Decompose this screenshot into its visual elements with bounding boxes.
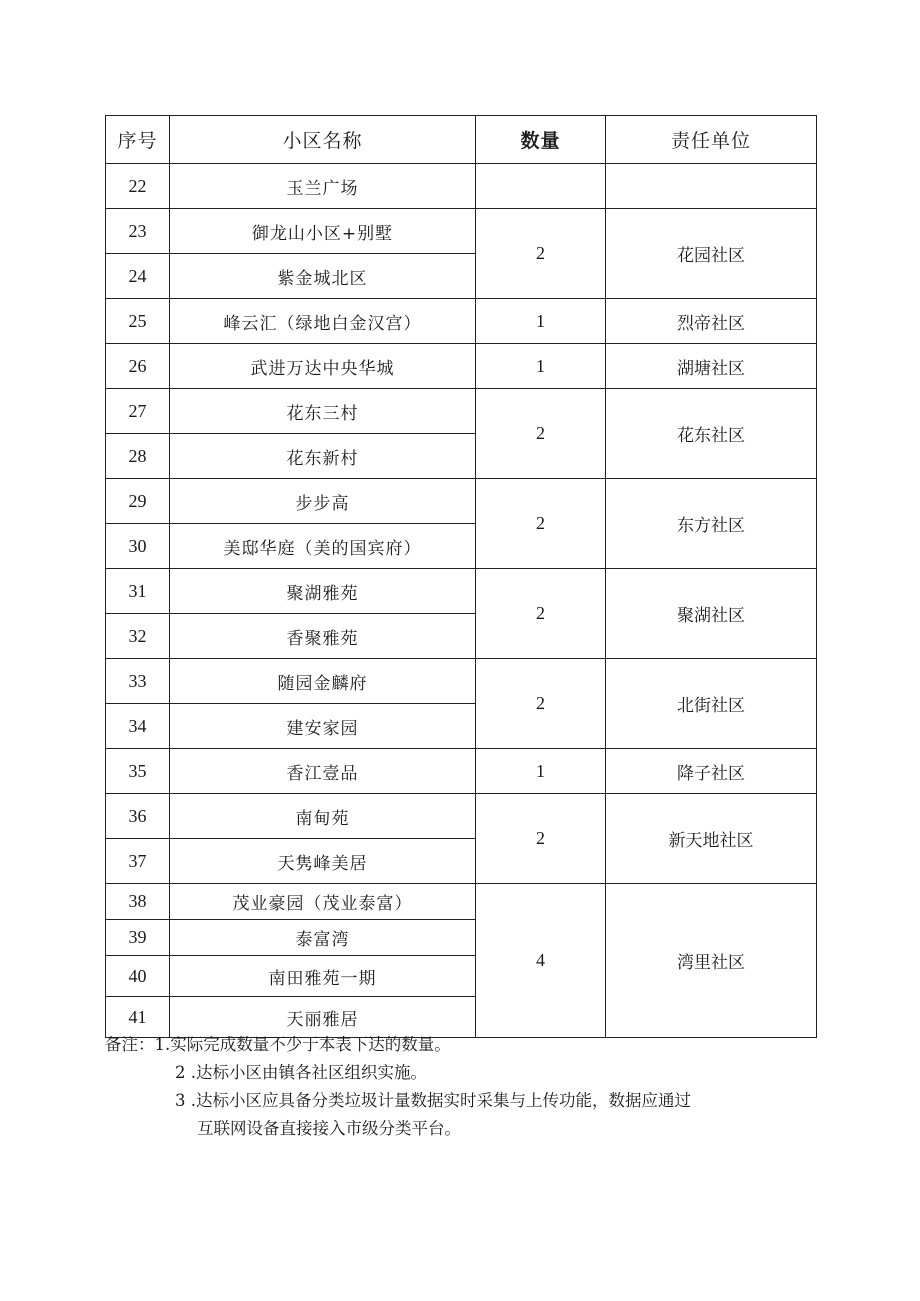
table-row (106, 884, 817, 920)
row-unit: 东方社区 (606, 479, 817, 569)
row-name: 天隽峰美居 (170, 839, 476, 884)
row-count: 2 (476, 479, 606, 569)
row-name: 峰云汇（绿地白金汉宫） (170, 299, 476, 344)
row-unit: 花东社区 (606, 389, 817, 479)
row-no: 33 (106, 659, 170, 704)
row-name: 香聚雅苑 (170, 614, 476, 659)
header-unit: 责任单位 (606, 116, 817, 164)
table-row (106, 479, 817, 524)
row-name: 紫金城北区 (170, 254, 476, 299)
row-name: 建安家园 (170, 704, 476, 749)
row-no: 38 (106, 884, 170, 920)
table-row (106, 299, 817, 344)
row-count: 1 (476, 749, 606, 794)
row-no: 37 (106, 839, 170, 884)
table-row (106, 569, 817, 614)
row-no: 36 (106, 794, 170, 839)
note-2: 2 .达标小区由镇各社区组织实施。 (175, 1063, 427, 1082)
row-count (476, 164, 606, 209)
row-name: 步步高 (170, 479, 476, 524)
row-count: 2 (476, 794, 606, 884)
notes (105, 1031, 825, 1143)
row-unit: 聚湖社区 (606, 569, 817, 659)
row-count: 2 (476, 209, 606, 299)
table-row (106, 794, 817, 839)
row-no: 41 (106, 997, 170, 1038)
row-no: 23 (106, 209, 170, 254)
row-no: 32 (106, 614, 170, 659)
row-no: 29 (106, 479, 170, 524)
row-name: 茂业豪园（茂业泰富） (170, 884, 476, 920)
row-unit: 降子社区 (606, 749, 817, 794)
row-no: 34 (106, 704, 170, 749)
row-name: 随园金麟府 (170, 659, 476, 704)
table-row (106, 164, 817, 209)
row-no: 24 (106, 254, 170, 299)
row-count: 2 (476, 659, 606, 749)
row-unit: 湾里社区 (606, 884, 817, 1038)
row-name: 花东新村 (170, 434, 476, 479)
row-name: 泰富湾 (170, 920, 476, 956)
row-count: 2 (476, 389, 606, 479)
table-row (106, 209, 817, 254)
note-1: 备注：1.实际完成数量不少于本表下达的数量。 (105, 1035, 451, 1054)
row-no: 31 (106, 569, 170, 614)
row-no: 35 (106, 749, 170, 794)
row-count: 1 (476, 299, 606, 344)
note-3: 3 .达标小区应具备分类垃圾计量数据实时采集与上传功能，数据应通过 (175, 1091, 691, 1110)
row-no: 22 (106, 164, 170, 209)
table-row (106, 389, 817, 434)
row-count: 1 (476, 344, 606, 389)
row-name: 花东三村 (170, 389, 476, 434)
row-unit: 烈帝社区 (606, 299, 817, 344)
row-name: 武进万达中央华城 (170, 344, 476, 389)
row-name: 南田雅苑一期 (170, 956, 476, 997)
row-count: 2 (476, 569, 606, 659)
row-unit: 北街社区 (606, 659, 817, 749)
row-no: 40 (106, 956, 170, 997)
table-row (106, 344, 817, 389)
row-no: 30 (106, 524, 170, 569)
row-no: 26 (106, 344, 170, 389)
header-count: 数量 (476, 116, 606, 164)
row-name: 天丽雅居 (170, 997, 476, 1038)
header-row (106, 116, 817, 164)
table-row (106, 659, 817, 704)
community-table (105, 115, 817, 1038)
row-name: 御龙山小区+别墅 (170, 209, 476, 254)
row-unit: 花园社区 (606, 209, 817, 299)
row-unit: 湖塘社区 (606, 344, 817, 389)
row-name: 香江壹品 (170, 749, 476, 794)
table-row (106, 749, 817, 794)
row-no: 28 (106, 434, 170, 479)
row-no: 25 (106, 299, 170, 344)
header-no: 序号 (106, 116, 170, 164)
row-count: 4 (476, 884, 606, 1038)
row-name: 聚湖雅苑 (170, 569, 476, 614)
row-unit (606, 164, 817, 209)
row-no: 39 (106, 920, 170, 956)
note-3-continued: 互联网设备直接接入市级分类平台。 (197, 1119, 461, 1138)
row-unit: 新天地社区 (606, 794, 817, 884)
row-name: 玉兰广场 (170, 164, 476, 209)
row-name: 南甸苑 (170, 794, 476, 839)
header-name: 小区名称 (170, 116, 476, 164)
row-name: 美邸华庭（美的国宾府） (170, 524, 476, 569)
row-no: 27 (106, 389, 170, 434)
